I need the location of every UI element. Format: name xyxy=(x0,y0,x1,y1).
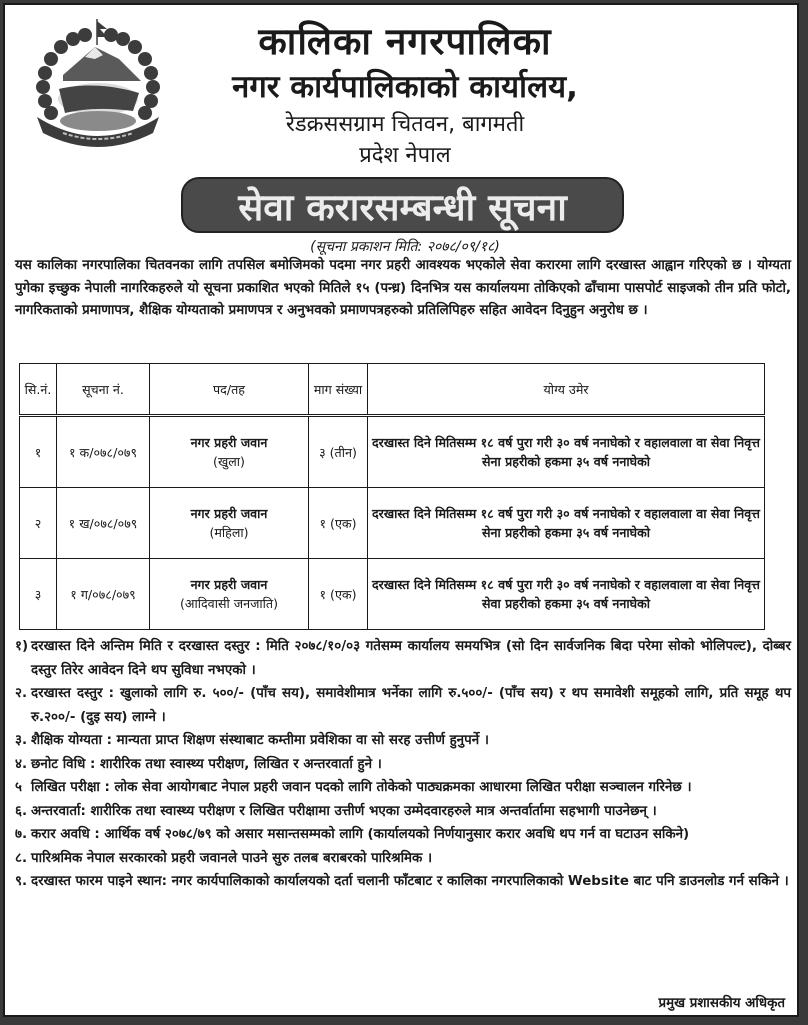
term-number: ७. xyxy=(15,827,28,842)
intro-paragraph: यस कालिका नगरपालिका चितवनका लागि तपसिल बमोजिमको पदमा नगर प्रहरी आवश्यक भएकोले सेवा करारमा लागि दरखास्त आह्वान गरिएको छ । योग्यता पुगेका इच्छुक नेपाली नागरिकहरुले यो सूचना प्रकाशित भएको मितिले १५ (पन्ध्र) दिनभित्र यस कार्यालयमा तोकिएको ढाँचामा पासपोर्ट साइजको तीन प्रति फोटो, नागरिकताको प्रमाणापत्र, शैक्षिक योग्यताको प्रमाणपत्र र अनुभवको प्रमाणपत्रहरुको प्रतिलिपिहरु सहित आवेदन दिनुहुन अनुरोध छ । xyxy=(15,258,791,318)
term-item xyxy=(15,870,791,894)
office-header xyxy=(175,19,635,171)
post-title: नगर प्रहरी जवान xyxy=(190,435,268,450)
office-address: रेडक्रससग्राम चितवन, बागमती xyxy=(285,112,525,137)
nepal-emblem-icon xyxy=(23,15,173,150)
term-number: २. xyxy=(15,686,28,701)
cell-demand: १ (एक) xyxy=(309,559,368,630)
cell-eligibility: दरखास्त दिने मितिसम्म १८ वर्ष पुरा गरी ३० वर्ष ननाघेको र वहालवाला वा सेवा निवृत्त सेवा प्रहरीको हकमा ३५ वर्ष ननाघेको xyxy=(368,559,765,630)
post-category: (खुला) xyxy=(213,454,245,469)
term-text: करार अवधि : आर्थिक वर्ष २०७८/७९ को असार मसान्तसम्मको लागि (कार्यालयको निर्णयानुसार करार अवधि थप गर्न वा घटाउन सकिने) xyxy=(31,827,690,842)
term-item xyxy=(15,847,791,871)
table-header-row xyxy=(20,364,765,416)
cell-post xyxy=(150,416,309,488)
term-text: दरखास्त फारम पाइने स्थान: नगर कार्यपालिकाको कार्यालयको दर्ता चलानी फाँटबाट र कालिका नगरपालिकाको Website बाट पनि डाउनलोड गर्न सकिने । xyxy=(31,874,789,889)
term-number: ९. xyxy=(15,874,28,889)
cell-notice-no: १ ख/०७८/०७९ xyxy=(57,488,150,559)
signatory-title: प्रमुख प्रशासकीय अधिकृत xyxy=(658,996,785,1011)
term-number: ५ xyxy=(15,780,22,795)
table-row xyxy=(20,559,765,630)
col-header-sn: सि.नं. xyxy=(20,364,57,416)
post-title: नगर प्रहरी जवान xyxy=(190,506,268,521)
term-item xyxy=(15,753,791,777)
cell-notice-no: १ क/०७८/०७९ xyxy=(57,416,150,488)
term-item xyxy=(15,635,791,682)
table-row xyxy=(20,416,765,488)
col-header-notice-no: सूचना नं. xyxy=(57,364,150,416)
post-category: (आदिवासी जनजाति) xyxy=(179,596,279,611)
province-name: प्रदेश नेपाल xyxy=(359,143,451,168)
cell-eligibility: दरखास्त दिने मितिसम्म १८ वर्ष पुरा गरी ३० वर्ष ननाघेको र वहालवाला वा सेवा निवृत्त सेना प्रहरीको हकमा ३५ वर्ष ननाघेको xyxy=(368,416,765,488)
term-item xyxy=(15,800,791,824)
cell-post xyxy=(150,559,309,630)
cell-demand: १ (एक) xyxy=(309,488,368,559)
term-text: छनोट विधि : शारीरिक तथा स्वास्थ्य परीक्षण, लिखित र अन्तरवार्ता हुने । xyxy=(31,756,382,772)
term-item xyxy=(15,776,791,800)
notice-title: सेवा करारसम्बन्धी सूचना xyxy=(238,185,567,229)
term-number: ४. xyxy=(15,756,28,772)
term-item xyxy=(15,823,791,847)
term-number: ३. xyxy=(15,733,28,748)
col-header-eligibility: योग्य उमेर xyxy=(368,364,765,416)
term-number: ८. xyxy=(15,850,28,866)
term-text: अन्तरवार्ता: शारीरिक तथा स्वास्थ्य परीक्षण र लिखित परीक्षामा उत्तीर्ण भएका उम्मेदवारहरुले मात्र अन्तर्वार्तामा सहभागी पाउनेछन् । xyxy=(31,803,657,819)
term-number: ६. xyxy=(15,803,28,819)
term-item xyxy=(15,682,791,729)
notice-title-banner xyxy=(181,177,624,233)
publication-date: (सूचना प्रकाशन मिति: २०७८/०९/१८) xyxy=(310,239,500,255)
municipality-name: कालिका नगरपालिका xyxy=(258,20,552,63)
notice-page xyxy=(3,3,799,1017)
cell-eligibility: दरखास्त दिने मितिसम्म १८ वर्ष पुरा गरी ३० वर्ष ननाघेको र वहालवाला वा सेवा निवृत्त सेना प्रहरीको हकमा ३५ वर्ष ननाघेको xyxy=(368,488,765,559)
cell-sn: १ xyxy=(20,416,57,488)
cell-notice-no: १ ग/०७८/०७९ xyxy=(57,559,150,630)
col-header-post: पद/तह xyxy=(150,364,309,416)
vacancy-table xyxy=(19,363,765,630)
cell-sn: ३ xyxy=(20,559,57,630)
office-name: नगर कार्यपालिकाको कार्यालय, xyxy=(232,69,578,105)
term-number: १) xyxy=(15,639,29,654)
post-title: नगर प्रहरी जवान xyxy=(190,577,268,592)
cell-sn: २ xyxy=(20,488,57,559)
term-text: दरखास्त दस्तुर : खुलाको लागि रु. ५००/- (पाँच सय), समावेशीमात्र भर्नेका लागि रु.५००/- (पाँच सय) र थप समावेशी समूहको लागि, प्रति समूह थप रु.२००/- (दुइ सय) लाग्ने । xyxy=(31,686,791,725)
term-text: दरखास्त दिने अन्तिम मिति र दरखास्त दस्तुर : मिति २०७८/१०/०३ गतेसम्म कार्यालय समयभित्र (सो दिन सार्वजनिक बिदा परेमा सोको भोलिपल्ट), दोब्बर दस्तुर तिरेर आवेदन दिने थप सुविधा नभएको । xyxy=(31,639,791,678)
terms-list xyxy=(15,635,791,894)
post-category: (महिला) xyxy=(209,525,249,540)
cell-post xyxy=(150,488,309,559)
term-text: पारिश्रमिक नेपाल सरकारको प्रहरी जवानले पाउने सुरु तलब बराबरको पारिश्रमिक । xyxy=(31,850,433,866)
table-row xyxy=(20,488,765,559)
term-text: शैक्षिक योग्यता : मान्यता प्राप्त शिक्षण संस्थाबाट कम्तीमा प्रवेशिका वा सो सरह उत्तीर्ण हुनुपर्ने । xyxy=(31,733,489,748)
col-header-demand: माग संख्या xyxy=(309,364,368,416)
term-text: लिखित परीक्षा : लोक सेवा आयोगबाट नेपाल प्रहरी जवान पदको लागि तोकेको पाठ्यक्रमका आधारमा लिखित परीक्षा सञ्चालन गरिनेछ । xyxy=(31,780,692,795)
cell-demand: ३ (तीन) xyxy=(309,416,368,488)
term-item xyxy=(15,729,791,753)
